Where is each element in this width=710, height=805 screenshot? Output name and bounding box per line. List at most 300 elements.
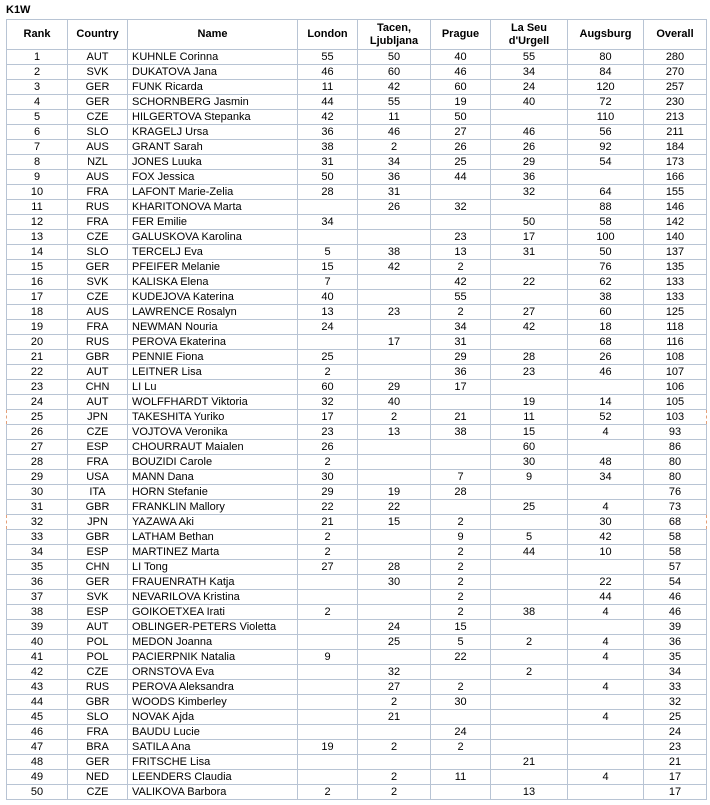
name-cell: SCHORNBERG Jasmin (128, 95, 298, 110)
country-cell: FRA (68, 455, 128, 470)
prague-cell (431, 215, 491, 230)
london-cell (298, 335, 358, 350)
table-row (7, 545, 707, 560)
rank-cell: 26 (7, 425, 68, 440)
la-seu-durgell-cell (491, 650, 568, 665)
prague-cell (431, 755, 491, 770)
london-cell: 15 (298, 260, 358, 275)
augsburg-cell: 120 (568, 80, 644, 95)
augsburg-cell: 46 (568, 365, 644, 380)
augsburg-cell: 4 (568, 425, 644, 440)
augsburg-cell: 76 (568, 260, 644, 275)
name-cell: KRAGELJ Ursa (128, 125, 298, 140)
la-seu-durgell-cell (491, 335, 568, 350)
tacen-ljubljana-cell: 42 (358, 260, 431, 275)
prague-cell: 5 (431, 635, 491, 650)
table-row (7, 455, 707, 470)
la-seu-durgell-cell: 60 (491, 440, 568, 455)
london-cell: 25 (298, 350, 358, 365)
table-row (7, 650, 707, 665)
la-seu-durgell-cell: 38 (491, 605, 568, 620)
overall-cell: 213 (644, 110, 707, 125)
augsburg-cell: 72 (568, 95, 644, 110)
rank-cell: 40 (7, 635, 68, 650)
prague-cell: 2 (431, 740, 491, 755)
country-cell: POL (68, 650, 128, 665)
table-row (7, 740, 707, 755)
rank-cell: 33 (7, 530, 68, 545)
country-cell: GER (68, 755, 128, 770)
la-seu-durgell-cell: 26 (491, 140, 568, 155)
table-row (7, 110, 707, 125)
london-cell: 42 (298, 110, 358, 125)
tacen-ljubljana-cell (358, 725, 431, 740)
table-title: K1W (6, 4, 31, 16)
country-cell: FRA (68, 725, 128, 740)
rank-cell: 20 (7, 335, 68, 350)
augsburg-cell: 4 (568, 635, 644, 650)
rank-cell: 7 (7, 140, 68, 155)
tacen-ljubljana-cell: 28 (358, 560, 431, 575)
london-cell: 60 (298, 380, 358, 395)
prague-cell: 46 (431, 65, 491, 80)
table-row (7, 710, 707, 725)
london-cell (298, 665, 358, 680)
overall-cell: 46 (644, 590, 707, 605)
london-cell (298, 590, 358, 605)
name-cell: LATHAM Bethan (128, 530, 298, 545)
london-cell: 28 (298, 185, 358, 200)
tacen-ljubljana-cell: 19 (358, 485, 431, 500)
country-cell: JPN (68, 410, 128, 425)
prague-cell: 42 (431, 275, 491, 290)
overall-cell: 73 (644, 500, 707, 515)
la-seu-durgell-cell (491, 620, 568, 635)
prague-cell: 2 (431, 305, 491, 320)
header-prague[interactable]: Prague (431, 20, 491, 50)
augsburg-cell: 54 (568, 155, 644, 170)
augsburg-cell: 48 (568, 455, 644, 470)
rank-cell: 32 (7, 515, 68, 530)
la-seu-durgell-cell (491, 575, 568, 590)
london-cell: 31 (298, 155, 358, 170)
london-cell: 9 (298, 650, 358, 665)
table-row (7, 560, 707, 575)
rank-cell: 44 (7, 695, 68, 710)
rank-cell: 42 (7, 665, 68, 680)
name-cell: TERCELJ Eva (128, 245, 298, 260)
table-row (7, 785, 707, 800)
prague-cell (431, 440, 491, 455)
rank-cell: 2 (7, 65, 68, 80)
augsburg-cell: 4 (568, 650, 644, 665)
tacen-ljubljana-cell: 60 (358, 65, 431, 80)
name-cell: FER Emilie (128, 215, 298, 230)
rank-cell: 19 (7, 320, 68, 335)
country-cell: GER (68, 95, 128, 110)
augsburg-cell: 44 (568, 590, 644, 605)
header-rank[interactable]: Rank (7, 20, 68, 50)
table-row (7, 395, 707, 410)
rank-cell: 24 (7, 395, 68, 410)
london-cell: 11 (298, 80, 358, 95)
header-tacen-ljubljana[interactable]: Tacen, Ljubljana (358, 20, 431, 50)
tacen-ljubljana-cell: 17 (358, 335, 431, 350)
rank-cell: 41 (7, 650, 68, 665)
tacen-ljubljana-cell: 22 (358, 500, 431, 515)
tacen-ljubljana-cell: 15 (358, 515, 431, 530)
augsburg-cell: 92 (568, 140, 644, 155)
name-cell: LI Lu (128, 380, 298, 395)
overall-cell: 137 (644, 245, 707, 260)
overall-cell: 93 (644, 425, 707, 440)
overall-cell: 184 (644, 140, 707, 155)
augsburg-cell: 30 (568, 515, 644, 530)
prague-cell (431, 455, 491, 470)
tacen-ljubljana-cell: 42 (358, 80, 431, 95)
tacen-ljubljana-cell (358, 455, 431, 470)
augsburg-cell: 4 (568, 710, 644, 725)
prague-cell: 32 (431, 200, 491, 215)
london-cell (298, 695, 358, 710)
rank-cell: 21 (7, 350, 68, 365)
name-cell: FUNK Ricarda (128, 80, 298, 95)
london-cell: 40 (298, 290, 358, 305)
rank-cell: 34 (7, 545, 68, 560)
la-seu-durgell-cell (491, 560, 568, 575)
country-cell: AUT (68, 50, 128, 65)
country-cell: AUS (68, 170, 128, 185)
la-seu-durgell-cell (491, 515, 568, 530)
country-cell: AUT (68, 365, 128, 380)
overall-cell: 142 (644, 215, 707, 230)
london-cell: 50 (298, 170, 358, 185)
london-cell: 23 (298, 425, 358, 440)
country-cell: NZL (68, 155, 128, 170)
prague-cell: 28 (431, 485, 491, 500)
london-cell (298, 770, 358, 785)
prague-cell (431, 710, 491, 725)
la-seu-durgell-cell: 5 (491, 530, 568, 545)
prague-cell (431, 185, 491, 200)
country-cell: GBR (68, 695, 128, 710)
country-cell: POL (68, 635, 128, 650)
table-row (7, 350, 707, 365)
overall-cell: 173 (644, 155, 707, 170)
table-row (7, 755, 707, 770)
la-seu-durgell-cell: 32 (491, 185, 568, 200)
prague-cell: 2 (431, 260, 491, 275)
header-la-seu-durgell[interactable]: La Seu d'Urgell (491, 20, 568, 50)
overall-cell: 270 (644, 65, 707, 80)
table-row (7, 185, 707, 200)
overall-cell: 36 (644, 635, 707, 650)
overall-cell: 140 (644, 230, 707, 245)
country-cell: RUS (68, 680, 128, 695)
table-row (7, 410, 707, 425)
rankings-table (6, 19, 707, 800)
la-seu-durgell-cell: 9 (491, 470, 568, 485)
la-seu-durgell-cell (491, 710, 568, 725)
augsburg-cell: 60 (568, 305, 644, 320)
country-cell: USA (68, 470, 128, 485)
tacen-ljubljana-cell (358, 470, 431, 485)
london-cell: 38 (298, 140, 358, 155)
table-row (7, 590, 707, 605)
country-cell: ESP (68, 440, 128, 455)
prague-cell: 21 (431, 410, 491, 425)
name-cell: MANN Dana (128, 470, 298, 485)
country-cell: NED (68, 770, 128, 785)
la-seu-durgell-cell (491, 680, 568, 695)
overall-cell: 23 (644, 740, 707, 755)
la-seu-durgell-cell (491, 380, 568, 395)
augsburg-cell: 68 (568, 335, 644, 350)
augsburg-cell: 10 (568, 545, 644, 560)
rank-cell: 36 (7, 575, 68, 590)
table-row (7, 470, 707, 485)
overall-cell: 58 (644, 545, 707, 560)
overall-cell: 24 (644, 725, 707, 740)
table-row (7, 170, 707, 185)
prague-cell: 29 (431, 350, 491, 365)
table-row (7, 200, 707, 215)
tacen-ljubljana-cell (358, 275, 431, 290)
name-cell: BOUZIDI Carole (128, 455, 298, 470)
prague-cell: 2 (431, 545, 491, 560)
augsburg-cell: 38 (568, 290, 644, 305)
london-cell: 13 (298, 305, 358, 320)
prague-cell: 2 (431, 560, 491, 575)
la-seu-durgell-cell: 25 (491, 500, 568, 515)
rank-cell: 28 (7, 455, 68, 470)
prague-cell: 27 (431, 125, 491, 140)
table-row (7, 440, 707, 455)
country-cell: AUS (68, 305, 128, 320)
overall-cell: 58 (644, 530, 707, 545)
country-cell: CZE (68, 425, 128, 440)
london-cell (298, 230, 358, 245)
overall-cell: 211 (644, 125, 707, 140)
table-row (7, 95, 707, 110)
table-row (7, 215, 707, 230)
tacen-ljubljana-cell (358, 650, 431, 665)
country-cell: FRA (68, 185, 128, 200)
name-cell: GRANT Sarah (128, 140, 298, 155)
la-seu-durgell-cell: 31 (491, 245, 568, 260)
overall-cell: 103 (644, 410, 707, 425)
la-seu-durgell-cell (491, 770, 568, 785)
augsburg-cell: 58 (568, 215, 644, 230)
name-cell: KHARITONOVA Marta (128, 200, 298, 215)
prague-cell: 2 (431, 590, 491, 605)
country-cell: GER (68, 260, 128, 275)
tacen-ljubljana-cell (358, 350, 431, 365)
augsburg-cell: 14 (568, 395, 644, 410)
london-cell: 2 (298, 785, 358, 800)
augsburg-cell (568, 440, 644, 455)
name-cell: PFEIFER Melanie (128, 260, 298, 275)
header-name[interactable]: Name (128, 20, 298, 50)
overall-cell: 155 (644, 185, 707, 200)
name-cell: OBLINGER-PETERS Violetta (128, 620, 298, 635)
name-cell: MEDON Joanna (128, 635, 298, 650)
table-row (7, 335, 707, 350)
tacen-ljubljana-cell (358, 530, 431, 545)
overall-cell: 32 (644, 695, 707, 710)
rank-cell: 27 (7, 440, 68, 455)
overall-cell: 17 (644, 785, 707, 800)
rank-cell: 13 (7, 230, 68, 245)
augsburg-cell: 84 (568, 65, 644, 80)
augsburg-cell (568, 620, 644, 635)
rank-cell: 25 (7, 410, 68, 425)
la-seu-durgell-cell: 34 (491, 65, 568, 80)
table-row (7, 305, 707, 320)
tacen-ljubljana-cell: 31 (358, 185, 431, 200)
la-seu-durgell-cell (491, 485, 568, 500)
header-overall[interactable]: Overall (644, 20, 707, 50)
country-cell: AUS (68, 140, 128, 155)
tacen-ljubljana-cell: 32 (358, 665, 431, 680)
la-seu-durgell-cell: 2 (491, 635, 568, 650)
header-london[interactable]: London (298, 20, 358, 50)
prague-cell: 9 (431, 530, 491, 545)
country-cell: SLO (68, 125, 128, 140)
tacen-ljubljana-cell (358, 440, 431, 455)
overall-cell: 107 (644, 365, 707, 380)
rank-cell: 39 (7, 620, 68, 635)
table-row (7, 230, 707, 245)
country-cell: ITA (68, 485, 128, 500)
rank-cell: 16 (7, 275, 68, 290)
name-cell: FOX Jessica (128, 170, 298, 185)
name-cell: FRAUENRATH Katja (128, 575, 298, 590)
table-row (7, 575, 707, 590)
country-cell: CZE (68, 230, 128, 245)
rank-cell: 17 (7, 290, 68, 305)
overall-cell: 35 (644, 650, 707, 665)
augsburg-cell: 50 (568, 245, 644, 260)
rank-cell: 46 (7, 725, 68, 740)
table-row (7, 770, 707, 785)
tacen-ljubljana-cell: 40 (358, 395, 431, 410)
tacen-ljubljana-cell: 25 (358, 635, 431, 650)
tacen-ljubljana-cell: 2 (358, 695, 431, 710)
rank-cell: 6 (7, 125, 68, 140)
rank-cell: 3 (7, 80, 68, 95)
name-cell: GOIKOETXEA Irati (128, 605, 298, 620)
london-cell: 46 (298, 65, 358, 80)
prague-cell: 31 (431, 335, 491, 350)
header-country[interactable]: Country (68, 20, 128, 50)
rank-cell: 14 (7, 245, 68, 260)
london-cell: 24 (298, 320, 358, 335)
la-seu-durgell-cell: 24 (491, 80, 568, 95)
augsburg-cell: 64 (568, 185, 644, 200)
table-row (7, 50, 707, 65)
la-seu-durgell-cell: 50 (491, 215, 568, 230)
prague-cell: 11 (431, 770, 491, 785)
overall-cell: 280 (644, 50, 707, 65)
london-cell: 44 (298, 95, 358, 110)
overall-cell: 257 (644, 80, 707, 95)
augsburg-cell (568, 755, 644, 770)
augsburg-cell (568, 380, 644, 395)
london-cell (298, 680, 358, 695)
tacen-ljubljana-cell (358, 545, 431, 560)
table-row (7, 65, 707, 80)
augsburg-cell: 42 (568, 530, 644, 545)
augsburg-cell (568, 485, 644, 500)
la-seu-durgell-cell: 40 (491, 95, 568, 110)
tacen-ljubljana-cell: 50 (358, 50, 431, 65)
rank-cell: 4 (7, 95, 68, 110)
london-cell: 2 (298, 530, 358, 545)
table-row (7, 260, 707, 275)
london-cell: 30 (298, 470, 358, 485)
rank-cell: 9 (7, 170, 68, 185)
table-row (7, 620, 707, 635)
rank-cell: 30 (7, 485, 68, 500)
overall-cell: 76 (644, 485, 707, 500)
overall-cell: 106 (644, 380, 707, 395)
rank-cell: 10 (7, 185, 68, 200)
rank-cell: 43 (7, 680, 68, 695)
augsburg-cell: 88 (568, 200, 644, 215)
name-cell: SATILA Ana (128, 740, 298, 755)
tacen-ljubljana-cell (358, 755, 431, 770)
name-cell: WOODS Kimberley (128, 695, 298, 710)
tacen-ljubljana-cell (358, 320, 431, 335)
country-cell: CHN (68, 560, 128, 575)
prague-cell: 38 (431, 425, 491, 440)
rank-cell: 49 (7, 770, 68, 785)
overall-cell: 230 (644, 95, 707, 110)
table-row (7, 500, 707, 515)
overall-cell: 57 (644, 560, 707, 575)
la-seu-durgell-cell: 15 (491, 425, 568, 440)
header-augsburg[interactable]: Augsburg (568, 20, 644, 50)
rank-cell: 1 (7, 50, 68, 65)
prague-cell (431, 665, 491, 680)
name-cell: YAZAWA Aki (128, 515, 298, 530)
rank-cell: 50 (7, 785, 68, 800)
prague-cell: 22 (431, 650, 491, 665)
overall-cell: 135 (644, 260, 707, 275)
table-row (7, 80, 707, 95)
tacen-ljubljana-cell: 2 (358, 785, 431, 800)
tacen-ljubljana-cell: 23 (358, 305, 431, 320)
la-seu-durgell-cell: 46 (491, 125, 568, 140)
overall-cell: 34 (644, 665, 707, 680)
london-cell (298, 200, 358, 215)
augsburg-cell: 22 (568, 575, 644, 590)
prague-cell: 50 (431, 110, 491, 125)
prague-cell: 15 (431, 620, 491, 635)
la-seu-durgell-cell (491, 725, 568, 740)
london-cell: 36 (298, 125, 358, 140)
la-seu-durgell-cell: 11 (491, 410, 568, 425)
country-cell: SVK (68, 65, 128, 80)
rank-cell: 37 (7, 590, 68, 605)
rank-cell: 8 (7, 155, 68, 170)
table-row (7, 605, 707, 620)
overall-cell: 146 (644, 200, 707, 215)
london-cell: 26 (298, 440, 358, 455)
tacen-ljubljana-cell: 21 (358, 710, 431, 725)
la-seu-durgell-cell: 19 (491, 395, 568, 410)
